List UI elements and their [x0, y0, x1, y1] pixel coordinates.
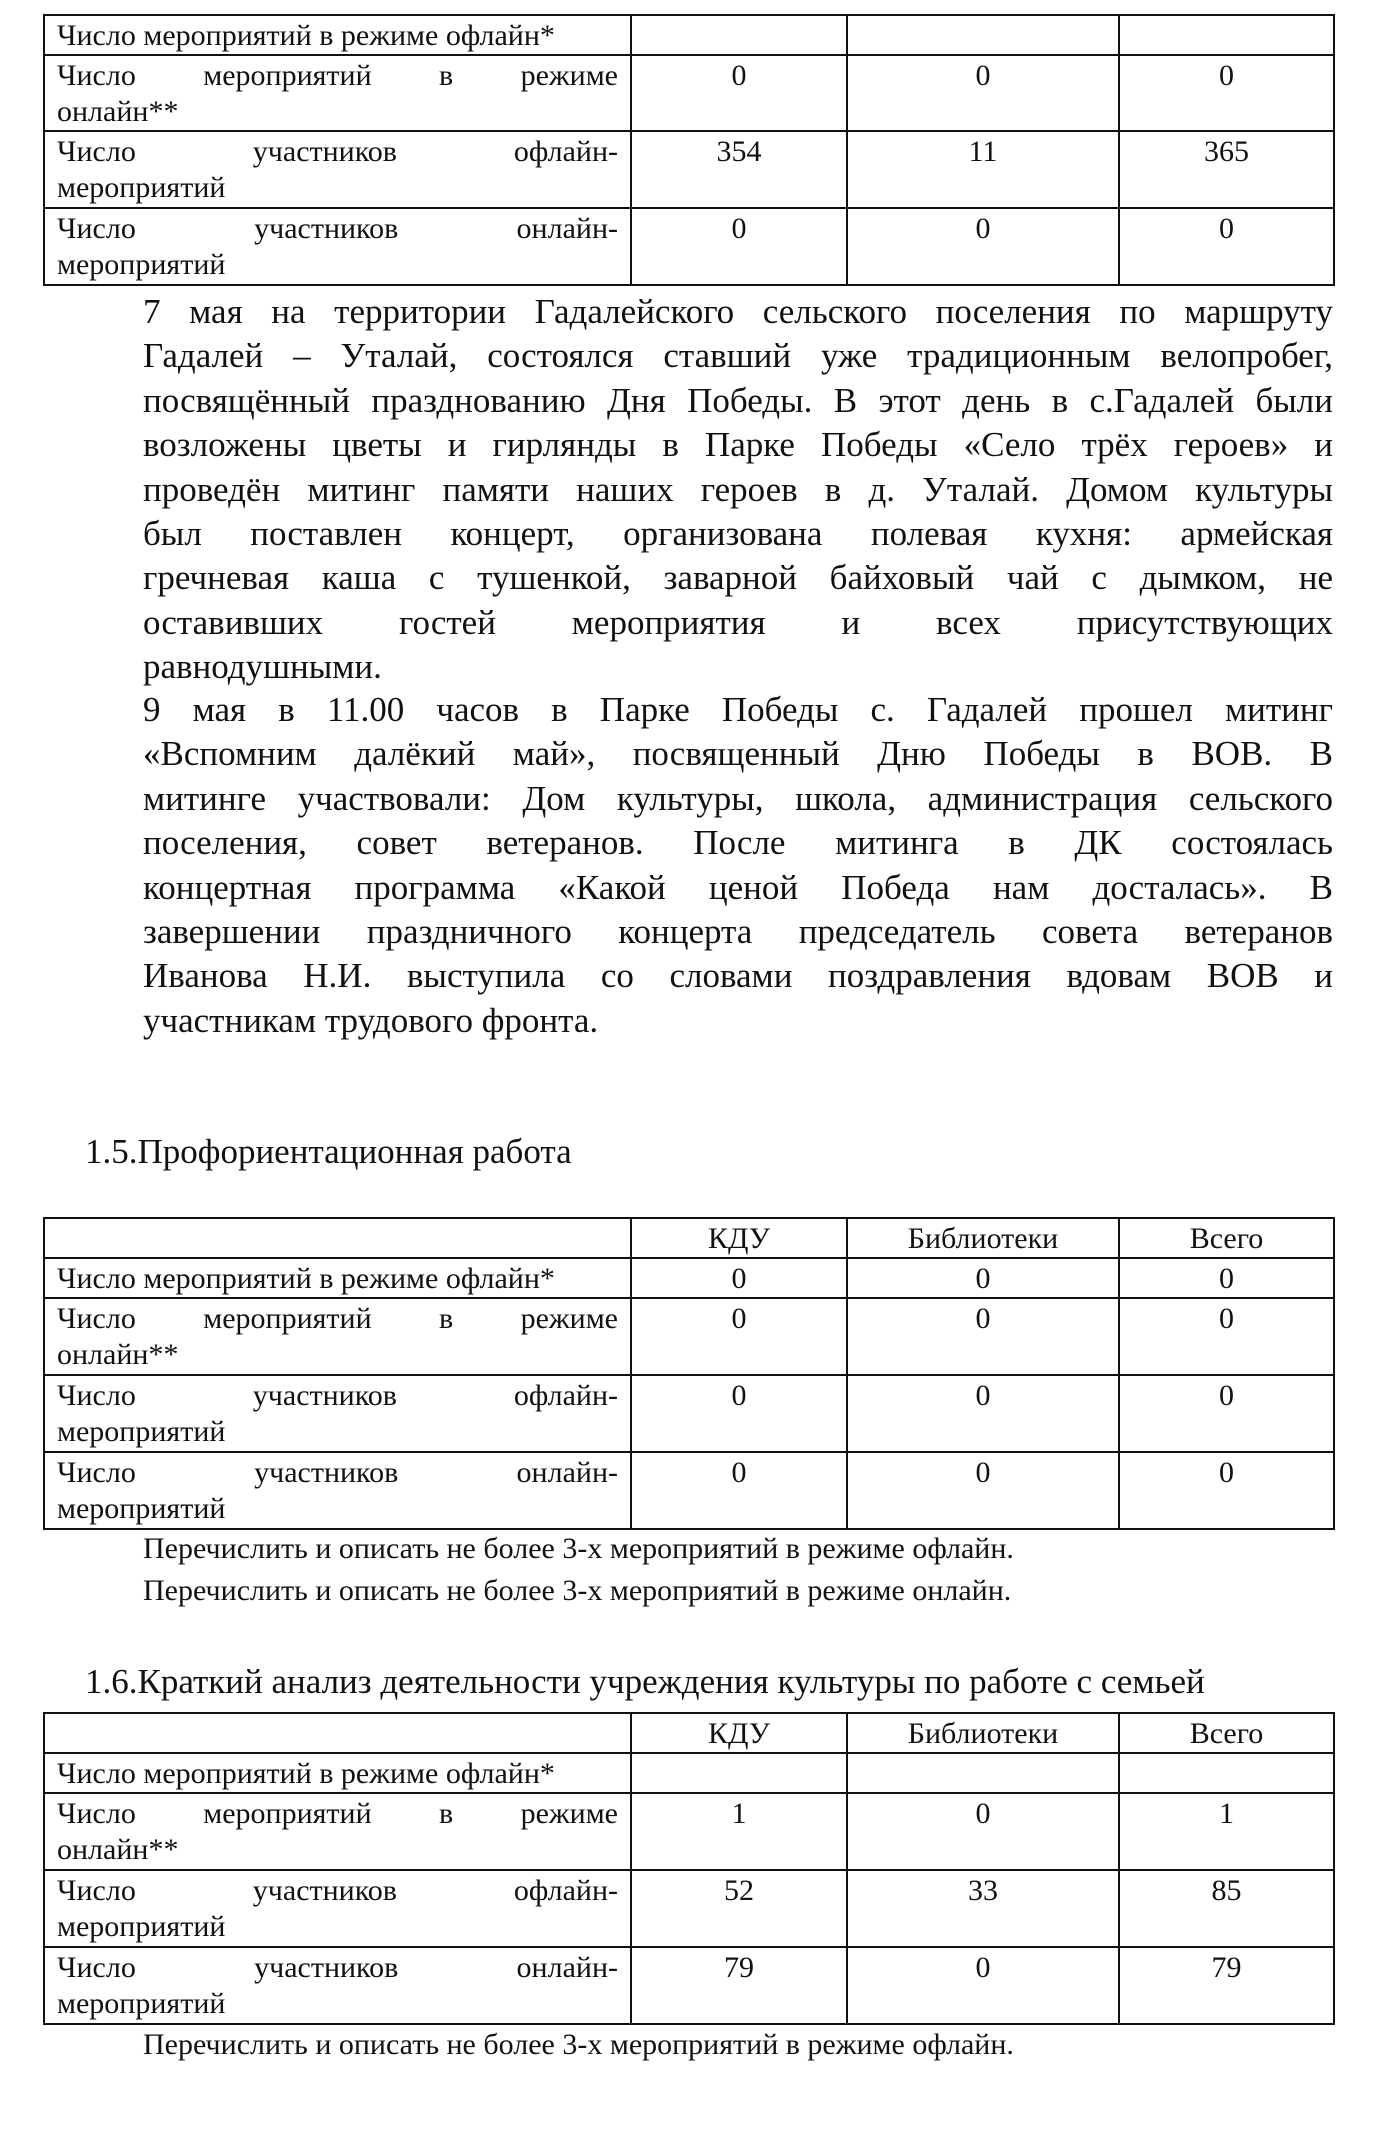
- table-family-work: [43, 1712, 1335, 2025]
- column-header: [44, 1218, 631, 1258]
- table-row: [44, 15, 1334, 55]
- cell-total: [1119, 1753, 1334, 1793]
- table-row: [44, 55, 1334, 131]
- cell-kdu: 52: [631, 1870, 847, 1947]
- cell-total: 365: [1119, 131, 1334, 208]
- column-header: Всего: [1119, 1713, 1334, 1753]
- row-label: Число мероприятий в режиме онлайн**: [44, 55, 631, 131]
- table-row: [44, 1375, 1334, 1452]
- table-row: [44, 1947, 1334, 2024]
- section-heading: 1.5.Профориентационная работа: [85, 1132, 572, 1171]
- column-header: КДУ: [631, 1713, 847, 1753]
- cell-libraries: [847, 1753, 1119, 1793]
- cell-libraries: 0: [847, 1452, 1119, 1529]
- cell-kdu: 0: [631, 55, 847, 131]
- table-career-guidance: [43, 1217, 1335, 1530]
- table-header-row: [44, 1713, 1334, 1753]
- table-top-continuation: [43, 14, 1335, 286]
- table-row: [44, 1793, 1334, 1870]
- cell-libraries: 0: [847, 1298, 1119, 1375]
- cell-kdu: 0: [631, 208, 847, 285]
- cell-libraries: 33: [847, 1870, 1119, 1947]
- paragraph-victory-day-bike-ride: 7 мая на территории Гадалейского сельского поселения по маршруту Гадалей – Уталай, состоялся ставший уже традиционным велопробег, посвящённый празднованию Дня Победы. В этот день в с.Гадалей были возложены цветы и гирлянды в Парке Победы «Село трёх героев» и проведён митинг памяти наших героев в д. Уталай. Домом культуры был поставлен концерт, организована полевая кухня: армейская гречневая каша с тушенкой, заварной байховый чай с дымком, не оставивших гостей мероприятия и всех присутствующих равнодушными.: [143, 292, 1333, 687]
- cell-total: 0: [1119, 1258, 1334, 1298]
- table-row: [44, 1870, 1334, 1947]
- cell-libraries: 0: [847, 1947, 1119, 2024]
- table-row: [44, 1258, 1334, 1298]
- cell-total: 0: [1119, 55, 1334, 131]
- cell-total: 1: [1119, 1793, 1334, 1870]
- row-label: Число мероприятий в режиме офлайн*: [44, 15, 631, 55]
- cell-total: 85: [1119, 1870, 1334, 1947]
- cell-libraries: 0: [847, 208, 1119, 285]
- cell-kdu: 0: [631, 1375, 847, 1452]
- table-row: [44, 1298, 1334, 1375]
- note-offline-events: Перечислить и описать не более 3-х мероприятий в режиме офлайн.: [143, 2028, 1014, 2061]
- cell-total: 0: [1119, 1375, 1334, 1452]
- cell-kdu: [631, 15, 847, 55]
- cell-kdu: 0: [631, 1452, 847, 1529]
- cell-libraries: 0: [847, 1375, 1119, 1452]
- cell-total: [1119, 15, 1334, 55]
- note-online-events: Перечислить и описать не более 3-х мероприятий в режиме онлайн.: [143, 1574, 1012, 1607]
- cell-libraries: 0: [847, 1258, 1119, 1298]
- column-header: Библиотеки: [847, 1713, 1119, 1753]
- row-label: Число мероприятий в режиме офлайн*: [44, 1258, 631, 1298]
- cell-libraries: 0: [847, 1793, 1119, 1870]
- cell-libraries: [847, 15, 1119, 55]
- row-label: Число участников офлайн- мероприятий: [44, 1375, 631, 1452]
- table-row: [44, 208, 1334, 285]
- row-label: Число участников онлайн- мероприятий: [44, 208, 631, 285]
- row-label: Число мероприятий в режиме офлайн*: [44, 1753, 631, 1793]
- note-offline-events: Перечислить и описать не более 3-х мероприятий в режиме офлайн.: [143, 1532, 1014, 1565]
- cell-total: 79: [1119, 1947, 1334, 2024]
- row-label: Число мероприятий в режиме онлайн**: [44, 1793, 631, 1870]
- column-header: [44, 1713, 631, 1753]
- cell-libraries: 0: [847, 55, 1119, 131]
- cell-libraries: 11: [847, 131, 1119, 208]
- table-row: [44, 1753, 1334, 1793]
- cell-total: 0: [1119, 1452, 1334, 1529]
- column-header: КДУ: [631, 1218, 847, 1258]
- table-header-row: [44, 1218, 1334, 1258]
- cell-total: 0: [1119, 208, 1334, 285]
- row-label: Число участников онлайн- мероприятий: [44, 1947, 631, 2024]
- row-label: Число участников онлайн- мероприятий: [44, 1452, 631, 1529]
- column-header: Всего: [1119, 1218, 1334, 1258]
- cell-kdu: 79: [631, 1947, 847, 2024]
- cell-kdu: 0: [631, 1298, 847, 1375]
- cell-total: 0: [1119, 1298, 1334, 1375]
- cell-kdu: [631, 1753, 847, 1793]
- cell-kdu: 0: [631, 1258, 847, 1298]
- table-row: [44, 1452, 1334, 1529]
- paragraph-may-9-rally: 9 мая в 11.00 часов в Парке Победы с. Гадалей прошел митинг «Вспомним далёкий май», посвященный Дню Победы в ВОВ. В митинге участвовали: Дом культуры, школа, администрация сельского поселения, совет ветеранов. После митинга в ДК состоялась концертная программа «Какой ценой Победа нам досталась». В завершении праздничного концерта председатель совета ветеранов Иванова Н.И. выступила со словами поздравления вдовам ВОВ и участникам трудового фронта.: [143, 690, 1333, 1040]
- row-label: Число участников офлайн- мероприятий: [44, 131, 631, 208]
- section-heading: 1.6.Краткий анализ деятельности учреждения культуры по работе с семьей: [85, 1662, 1205, 1701]
- cell-kdu: 354: [631, 131, 847, 208]
- row-label: Число мероприятий в режиме онлайн**: [44, 1298, 631, 1375]
- table-row: [44, 131, 1334, 208]
- column-header: Библиотеки: [847, 1218, 1119, 1258]
- cell-kdu: 1: [631, 1793, 847, 1870]
- row-label: Число участников офлайн- мероприятий: [44, 1870, 631, 1947]
